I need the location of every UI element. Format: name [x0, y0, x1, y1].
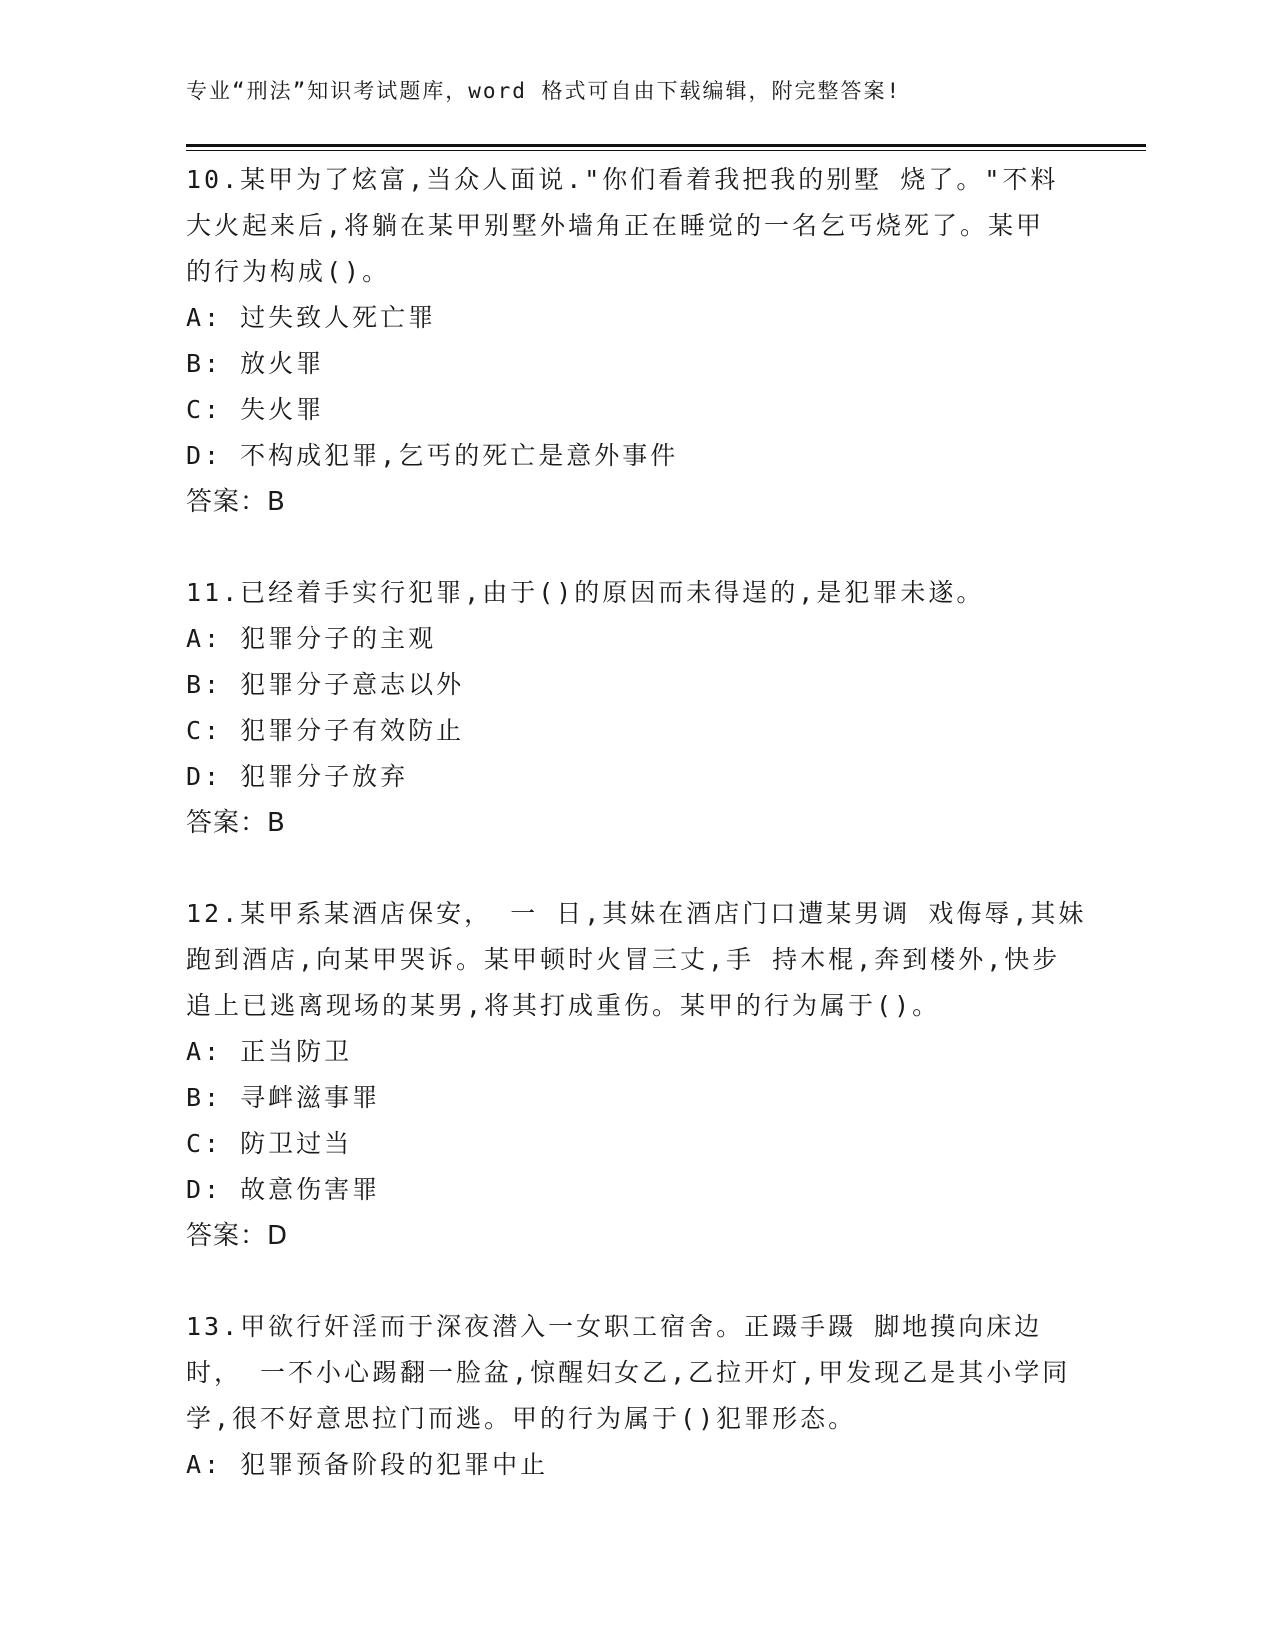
option-c: C: 防卫过当 — [186, 1129, 353, 1158]
option-a: A: 过失致人死亡罪 — [186, 303, 437, 332]
option-d: D: 不构成犯罪,乞丐的死亡是意外事件 — [186, 441, 679, 470]
question-11 — [186, 570, 1086, 846]
header-divider-thin — [186, 150, 1146, 151]
option-c: C: 犯罪分子有效防止 — [186, 716, 465, 745]
question-text-line: 追上已逃离现场的某男,将其打成重伤。某甲的行为属于()。 — [186, 991, 941, 1020]
question-text-line: 12.某甲系某酒店保安， 一 日,其妹在酒店门口遭某男调 戏侮辱,其妹 — [186, 899, 1087, 928]
answer: 答案：D — [186, 1221, 289, 1251]
question-text-line: 大火起来后,将躺在某甲别墅外墙角正在睡觉的一名乞丐烧死了。某甲 — [186, 211, 1045, 240]
question-text-line: 11.已经着手实行犯罪,由于()的原因而未得逞的,是犯罪未遂。 — [186, 578, 985, 607]
option-c: C: 失火罪 — [186, 395, 325, 424]
header-divider-thick — [186, 144, 1146, 147]
answer: 答案：B — [186, 487, 286, 517]
option-a: A: 犯罪预备阶段的犯罪中止 — [186, 1450, 549, 1479]
option-a: A: 犯罪分子的主观 — [186, 624, 437, 653]
document-header: 专业“刑法”知识考试题库，word 格式可自由下载编辑，附完整答案! — [186, 79, 902, 103]
question-12 — [186, 891, 1086, 1259]
question-text-line: 时， 一不小心踢翻一脸盆,惊醒妇女乙,乙拉开灯,甲发现乙是其小学同 — [186, 1358, 1071, 1387]
answer: 答案：B — [186, 808, 286, 838]
option-d: D: 犯罪分子放弃 — [186, 762, 409, 791]
question-text-line: 学,很不好意思拉门而逃。甲的行为属于()犯罪形态。 — [186, 1404, 857, 1433]
question-13 — [186, 1304, 1086, 1488]
option-a: A: 正当防卫 — [186, 1037, 353, 1066]
question-text-line: 10.某甲为了炫富,当众人面说."你们看着我把我的别墅 烧了。"不料 — [186, 165, 1059, 194]
question-text-line: 的行为构成()。 — [186, 257, 391, 286]
question-text-line: 13.甲欲行奸淫而于深夜潜入一女职工宿舍。正蹑手蹑 脚地摸向床边 — [186, 1312, 1043, 1341]
option-d: D: 故意伤害罪 — [186, 1175, 381, 1204]
option-b: B: 放火罪 — [186, 349, 325, 378]
option-b: B: 寻衅滋事罪 — [186, 1083, 381, 1112]
question-list — [186, 157, 1086, 1533]
question-10 — [186, 157, 1086, 525]
option-b: B: 犯罪分子意志以外 — [186, 670, 465, 699]
question-text-line: 跑到酒店,向某甲哭诉。某甲顿时火冒三丈,手 持木棍,奔到楼外,快步 — [186, 945, 1061, 974]
